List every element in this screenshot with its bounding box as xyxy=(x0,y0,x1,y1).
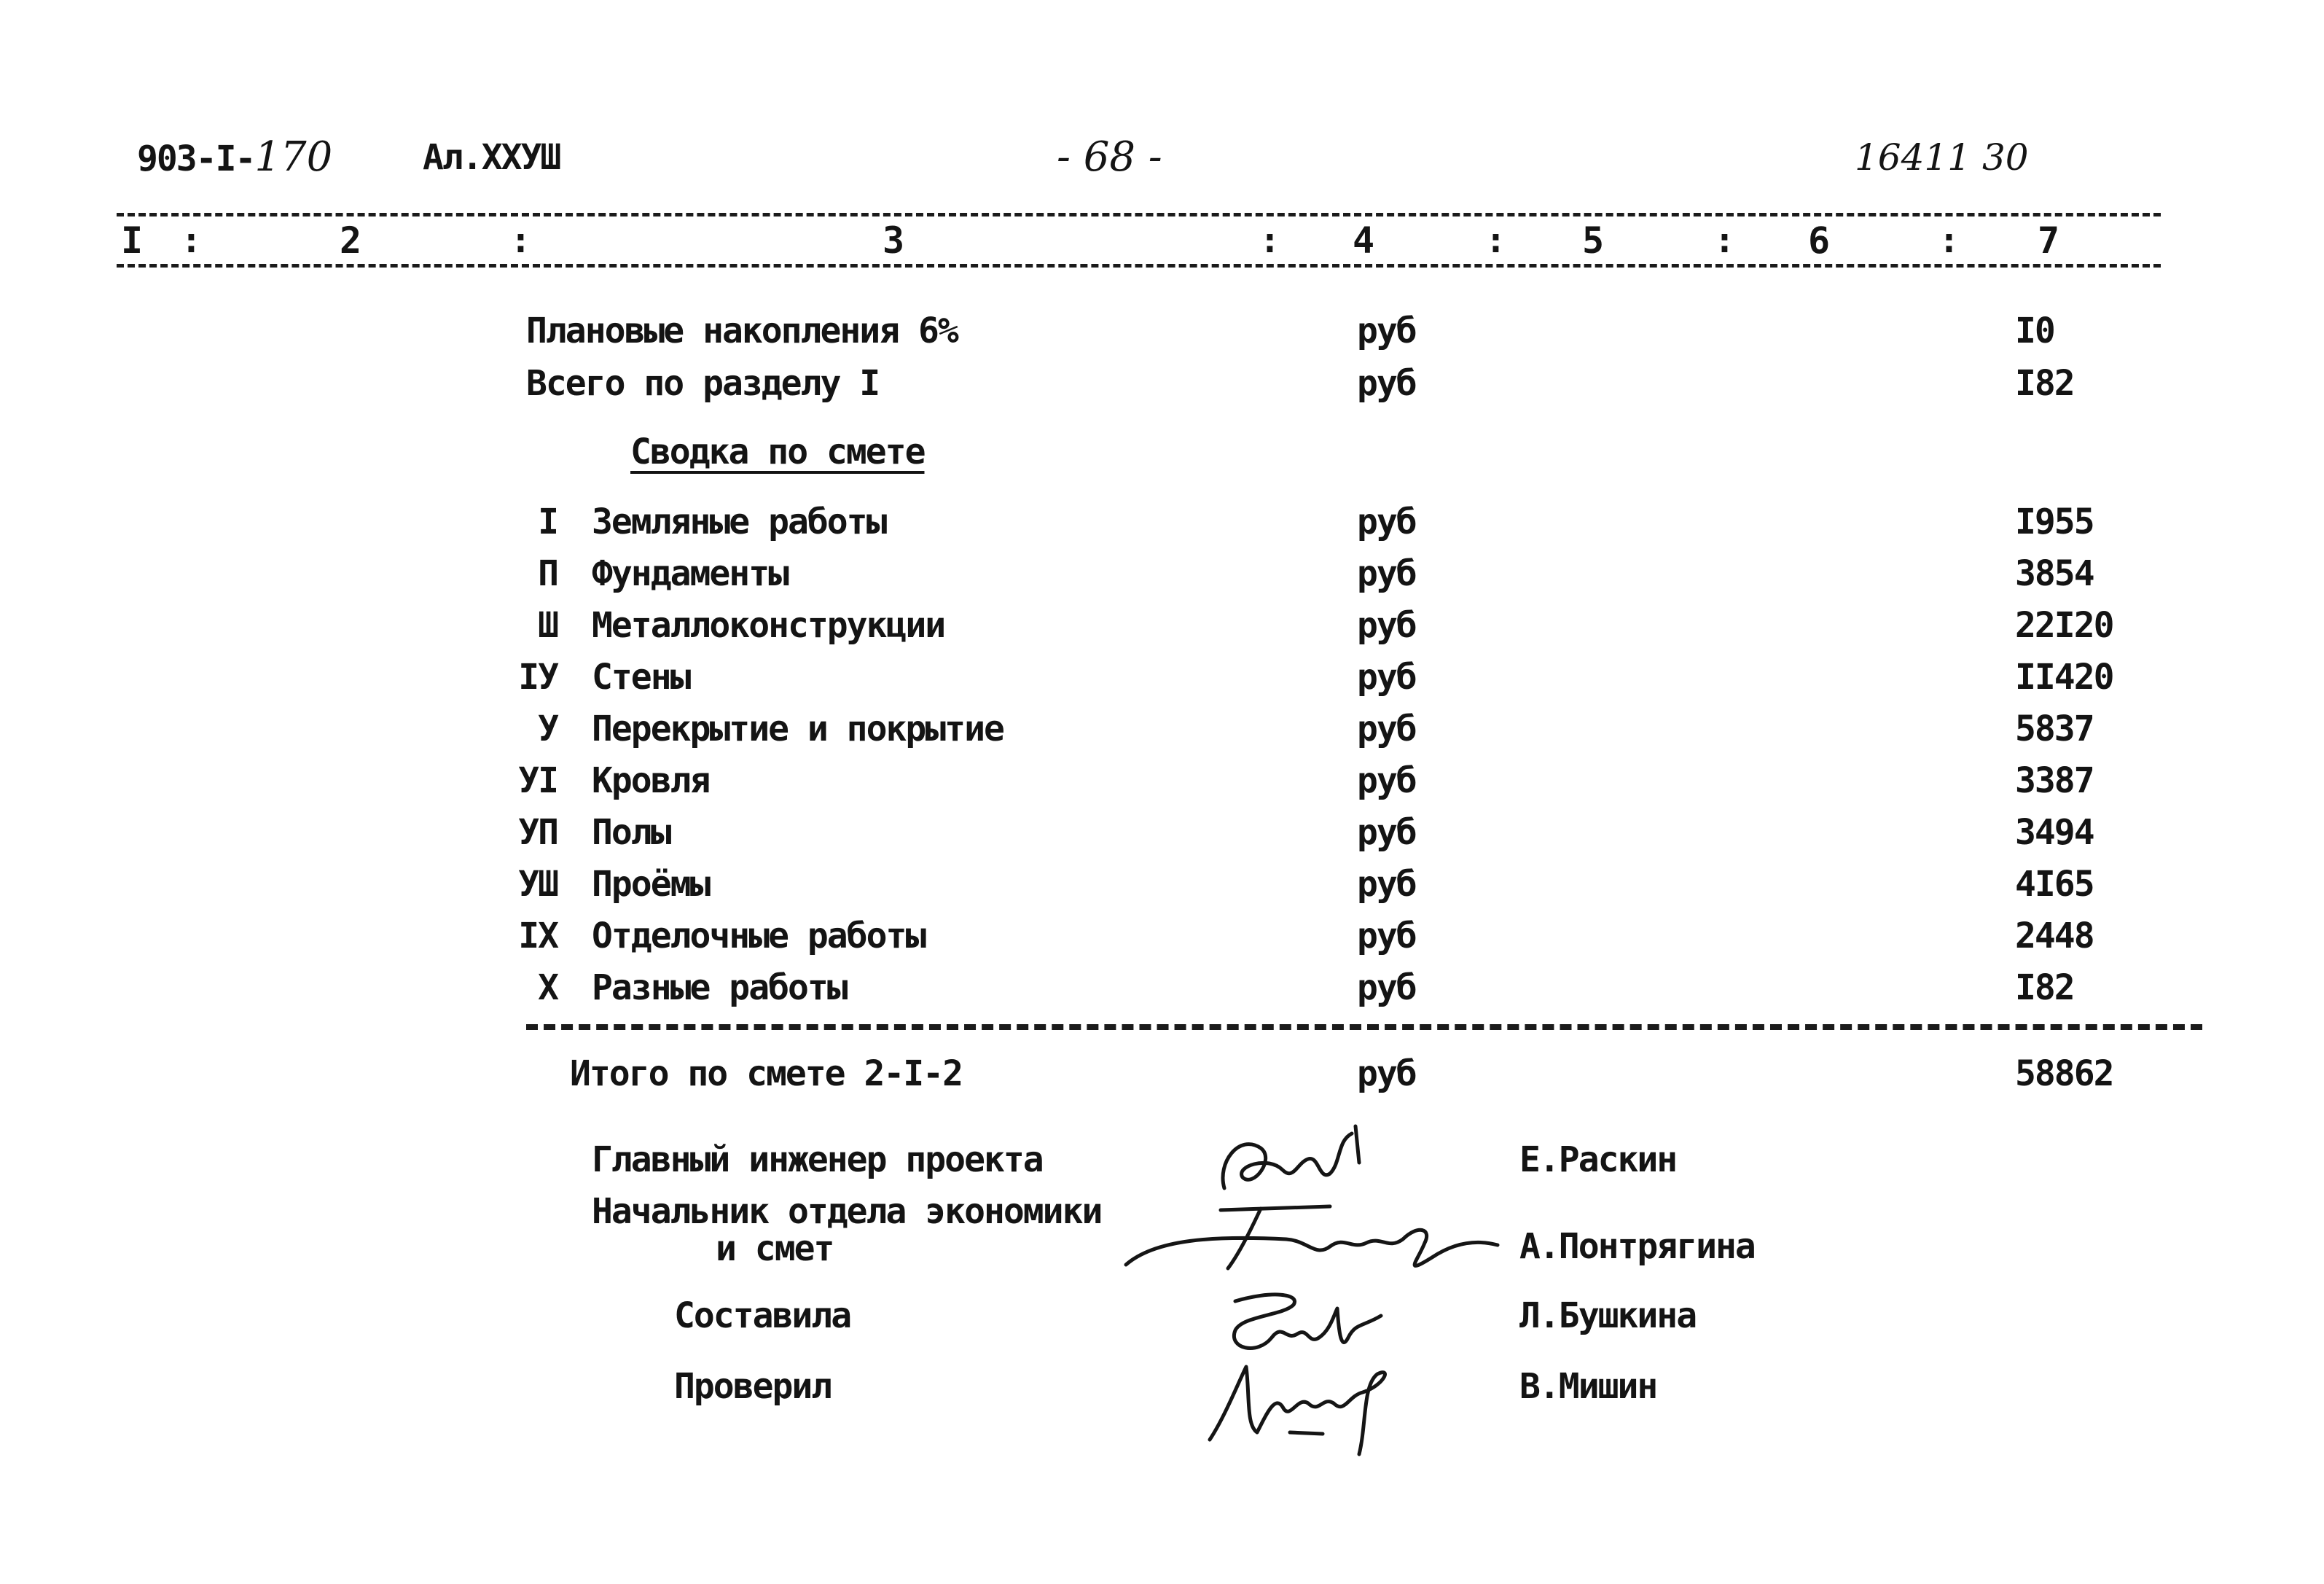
summary-row-unit: руб xyxy=(1357,502,1416,542)
summary-row-label: Проёмы xyxy=(592,864,710,905)
summary-row-label: Полы xyxy=(592,812,670,853)
summary-row-value: I82 xyxy=(2015,967,2074,1008)
summary-row-label: Фундаменты xyxy=(592,553,788,594)
signature-role-compiled-by: Составила xyxy=(674,1295,851,1336)
column-number-6: 6 xyxy=(1807,219,1829,262)
summary-row-unit: руб xyxy=(1357,657,1416,698)
summary-row-numeral: УI xyxy=(518,760,557,801)
summary-row-label: Перекрытие и покрытие xyxy=(592,709,1003,749)
summary-row-numeral: I xyxy=(538,502,557,542)
signature-mark-checked-by xyxy=(1195,1352,1406,1462)
page-number: - 68 - xyxy=(1057,133,1162,181)
column-separator: : xyxy=(181,220,200,261)
signature-name-compiled-by: Л.Бушкина xyxy=(1519,1295,1697,1336)
row-planned-savings-label: Плановые накопления 6% xyxy=(526,311,958,351)
row-section-total-label: Всего по разделу I xyxy=(526,363,880,404)
summary-row-unit: руб xyxy=(1357,760,1416,801)
signature-name-economics-head: А.Понтрягина xyxy=(1519,1226,1755,1267)
summary-row-unit: руб xyxy=(1357,967,1416,1008)
summary-row-unit: руб xyxy=(1357,864,1416,905)
summary-row-value: 3854 xyxy=(2015,553,2094,594)
summary-row-value: 3494 xyxy=(2015,812,2094,853)
total-separator-rule xyxy=(526,1024,2202,1030)
summary-row-value: 5837 xyxy=(2015,709,2094,749)
signature-name-checked-by: В.Мишин xyxy=(1519,1366,1657,1407)
signature-role-chief-engineer: Главный инженер проекта xyxy=(592,1139,1043,1180)
column-number-7: 7 xyxy=(2037,219,2059,262)
total-value: 58862 xyxy=(2015,1053,2113,1094)
column-separator: : xyxy=(1485,220,1505,261)
total-label: Итого по смете 2-I-2 xyxy=(570,1053,962,1094)
signature-role-economics-head-line2: и смет xyxy=(716,1228,834,1269)
summary-row-label: Кровля xyxy=(592,760,710,801)
summary-row-numeral: УП xyxy=(518,812,557,853)
column-separator: : xyxy=(1714,220,1734,261)
summary-row-value: 4I65 xyxy=(2015,864,2094,905)
column-separator: : xyxy=(1259,220,1279,261)
column-number-3: 3 xyxy=(882,219,904,262)
summary-row-value: II420 xyxy=(2015,657,2113,698)
summary-row-value: 22I20 xyxy=(2015,605,2113,646)
row-planned-savings-unit: руб xyxy=(1357,311,1416,351)
signature-role-checked-by: Проверил xyxy=(674,1366,832,1407)
signature-mark-chief-engineer xyxy=(1210,1119,1377,1206)
inventory-number: 16411 30 xyxy=(1855,136,2029,179)
header-rule-bottom xyxy=(117,264,2161,268)
summary-heading: Сводка по смете xyxy=(630,432,925,472)
doc-code-handwritten: 170 xyxy=(254,133,333,181)
column-number-5: 5 xyxy=(1581,219,1603,262)
doc-code-printed: 903-I- xyxy=(137,138,255,179)
summary-row-numeral: УШ xyxy=(518,864,557,905)
summary-row-value: 3387 xyxy=(2015,760,2094,801)
summary-row-label: Отделочные работы xyxy=(592,916,926,956)
summary-row-unit: руб xyxy=(1357,553,1416,594)
summary-row-unit: руб xyxy=(1357,812,1416,853)
summary-row-value: I955 xyxy=(2015,502,2094,542)
summary-row-label: Металлоконструкции xyxy=(592,605,945,646)
signature-mark-economics-head xyxy=(1111,1195,1505,1283)
summary-row-label: Земляные работы xyxy=(592,502,886,542)
column-separator: : xyxy=(1938,220,1958,261)
summary-row-unit: руб xyxy=(1357,916,1416,956)
summary-row-unit: руб xyxy=(1357,605,1416,646)
summary-row-label: Разные работы xyxy=(592,967,847,1008)
summary-row-numeral: У xyxy=(538,709,557,749)
row-planned-savings-value: I0 xyxy=(2015,311,2054,351)
summary-row-unit: руб xyxy=(1357,709,1416,749)
row-section-total-unit: руб xyxy=(1357,363,1416,404)
column-separator: : xyxy=(510,220,530,261)
summary-row-numeral: Ш xyxy=(538,605,557,646)
summary-row-value: 2448 xyxy=(2015,916,2094,956)
column-number-2: 2 xyxy=(339,219,361,262)
signature-name-chief-engineer: Е.Раскин xyxy=(1519,1139,1677,1180)
summary-row-numeral: IX xyxy=(518,916,557,956)
header-rule-top xyxy=(117,213,2161,216)
total-unit: руб xyxy=(1357,1053,1416,1094)
summary-row-numeral: X xyxy=(538,967,557,1008)
summary-row-label: Стены xyxy=(592,657,690,698)
summary-row-numeral: П xyxy=(538,553,557,594)
summary-row-numeral: IУ xyxy=(518,657,557,698)
column-number-4: 4 xyxy=(1352,219,1374,262)
signature-role-economics-head: Начальник отдела экономики xyxy=(592,1191,1102,1232)
row-section-total-value: I82 xyxy=(2015,363,2074,404)
column-number-1: I xyxy=(120,219,142,262)
album-number: Ал.XXУШ xyxy=(423,137,560,178)
doc-code xyxy=(137,133,333,181)
